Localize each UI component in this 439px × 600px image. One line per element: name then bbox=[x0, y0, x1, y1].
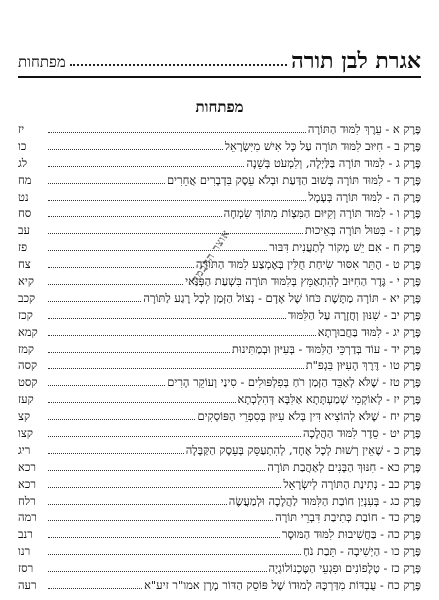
dot-leader bbox=[48, 571, 267, 572]
dot-leader bbox=[48, 385, 165, 386]
toc-entry-page: לג bbox=[18, 155, 28, 170]
toc-entry-page: רנו bbox=[18, 544, 31, 559]
toc-entry-title: פֶּרֶק ט - הֶתֵּר אִסּוּר שִׂיחַת חֻלִּין בְּאֶמְצַע לִמּוּד הַתּוֹרָה bbox=[195, 257, 421, 272]
table-of-contents bbox=[18, 122, 421, 595]
dot-leader bbox=[48, 149, 223, 150]
toc-entry-page: קיא bbox=[18, 274, 34, 289]
toc-entry bbox=[18, 257, 421, 274]
dot-leader bbox=[48, 301, 141, 302]
toc-entry-title: פֶּרֶק יט - סֵדֶר לִמּוּד הַהֲלָכָה bbox=[302, 426, 421, 441]
toc-entry-page: צח bbox=[18, 257, 31, 272]
toc-entry-page: קכז bbox=[18, 307, 33, 322]
toc-entry bbox=[18, 342, 421, 359]
toc-entry bbox=[18, 190, 421, 207]
dot-leader bbox=[48, 537, 280, 538]
dot-leader bbox=[48, 554, 301, 555]
toc-entry-page: קצו bbox=[18, 426, 33, 441]
toc-entry-page: נט bbox=[18, 189, 29, 204]
toc-entry-title: פֶּרֶק כא - חִנּוּךְ הַבָּנִים לְאַהֲבַת תּוֹרָה bbox=[267, 459, 421, 474]
toc-entry-title: פֶּרֶק כז - טֶלֶפוֹנִים וּפִגְעֵי הַטֶּכְנוֹלוֹגְיָה bbox=[268, 561, 421, 576]
toc-entry-page: פז bbox=[18, 240, 28, 255]
toc-entry bbox=[18, 494, 421, 511]
toc-entry-title: פֶּרֶק יד - עוֹד בְּדַרְכֵּי הַלִּמּוּד - בְּעִיּוּן וּבְמַתִּינוּת bbox=[231, 341, 421, 356]
dot-leader bbox=[48, 368, 304, 369]
toc-entry bbox=[18, 510, 421, 527]
toc-entry-page: קמא bbox=[18, 324, 38, 339]
dot-leader bbox=[48, 487, 281, 488]
toc-entry-title: פֶּרֶק כה - בַּחֲשִׁיבוּת לִמּוּד הַמּוּסָר bbox=[281, 527, 421, 542]
toc-entry-title: פֶּרֶק יז - לְאוֹקְמֵי שְׁמַעְתָּתָא אַלִּבָּא דְּהִלְכְתָא bbox=[237, 392, 421, 407]
toc-entry-title: פֶּרֶק כד - חוֹבַת כְּתִיבַת דִּבְרֵי תּוֹרָה bbox=[275, 510, 421, 525]
toc-entry-title: פֶּרֶק טז - שֶׁלֹּא לְאַבֵּד הַזְּמַן רֹחַ בְּפִלְפּוּלִים - סִינַי וְעוֹקֵר הָרִים bbox=[167, 375, 421, 390]
toc-entry bbox=[18, 139, 421, 156]
dot-leader bbox=[48, 352, 230, 353]
library-watermark-stamp: אוצר החכמה bbox=[188, 227, 233, 286]
toc-entry-title: פֶּרֶק כג - בְּעִנְיַן חוֹבַת הַלִּמּוּד לַהֲלָכָה וּלְמַעֲשֶׂה bbox=[228, 493, 421, 508]
toc-entry bbox=[18, 206, 421, 223]
toc-entry-page: קעז bbox=[18, 392, 34, 407]
toc-entry bbox=[18, 561, 421, 578]
dot-leader bbox=[48, 132, 306, 133]
toc-entry-title: פֶּרֶק ג - לִמּוּד תּוֹרָה בַּלַּיְלָה, וְלִמְעֹט בְּשֵׁנָה bbox=[246, 155, 421, 170]
toc-entry bbox=[18, 173, 421, 190]
toc-entry-page: קכב bbox=[18, 290, 36, 305]
toc-entry-title: פֶּרֶק א - עֵרֶךְ לִמּוּד הַתּוֹרָה bbox=[307, 122, 421, 136]
dot-leader bbox=[48, 183, 165, 184]
toc-entry-page: ריג bbox=[18, 442, 31, 457]
toc-entry bbox=[18, 460, 421, 477]
toc-entry bbox=[18, 156, 421, 173]
toc-entry-page: עב bbox=[18, 223, 30, 238]
dot-leader bbox=[48, 470, 265, 471]
toc-entry-page: יז bbox=[18, 122, 25, 136]
dot-leader bbox=[48, 402, 236, 403]
toc-entry-title: פֶּרֶק ב - חִיּוּב לִמּוּד תּוֹרָה עַל כָּל אִישׁ מִיִּשְׂרָאֵל bbox=[224, 138, 421, 153]
toc-entry bbox=[18, 426, 421, 443]
toc-entry-page: רנב bbox=[18, 527, 33, 542]
toc-entry bbox=[18, 578, 421, 595]
toc-entry bbox=[18, 291, 421, 308]
dot-leader bbox=[48, 520, 273, 521]
toc-entry bbox=[18, 527, 421, 544]
toc-entry bbox=[18, 375, 421, 392]
toc-entry-page: רכא bbox=[18, 459, 36, 474]
toc-entry bbox=[18, 325, 421, 342]
toc-entry-page: רסז bbox=[18, 561, 34, 576]
toc-entry-title: פֶּרֶק כב - נְתִינַת הַתּוֹרָה לְיִשְׂרָאֵל bbox=[283, 476, 421, 491]
toc-entry bbox=[18, 544, 421, 561]
toc-entry-title: פֶּרֶק ה - לִמּוּד תּוֹרָה בְּעָמָל bbox=[308, 189, 421, 204]
toc-entry-page: קסה bbox=[18, 358, 38, 373]
toc-entry bbox=[18, 358, 421, 375]
dot-leader bbox=[48, 419, 195, 420]
dot-leader bbox=[48, 200, 306, 201]
toc-entry bbox=[18, 443, 421, 460]
toc-entry-title: פֶּרֶק ו - לִמּוּד תּוֹרָה וְקִיּוּם הַמִּצְוֹת מִתּוֹךְ שִׂמְחָה bbox=[223, 206, 421, 221]
toc-entry-page: רלח bbox=[18, 493, 36, 508]
toc-entry-title: פֶּרֶק ז - בִּטּוּל תּוֹרָה בְּאֵיכוּת bbox=[304, 223, 421, 238]
toc-entry-title: פֶּרֶק יב - שִׁנּוּן וְחֲזָרָה עַל הַלִּמּוּד bbox=[287, 307, 421, 322]
toc-entry-title: פֶּרֶק ד - לִמּוּד תּוֹרָה בְּשׁוּב הַדַּעַת וּבְלֹא עֵסֶק בִּדְבָרִים אֲחֵרִים bbox=[166, 172, 421, 187]
dot-leader bbox=[48, 166, 244, 167]
toc-entry-page: קסט bbox=[18, 375, 38, 390]
dot-leader bbox=[48, 436, 301, 437]
toc-entry-page: מח bbox=[18, 172, 32, 187]
dot-leader bbox=[48, 335, 316, 336]
dot-leader bbox=[48, 588, 142, 589]
toc-entry bbox=[18, 122, 421, 139]
toc-heading: מפתחות bbox=[195, 98, 244, 116]
toc-entry-page: רכא bbox=[18, 476, 36, 491]
toc-entry bbox=[18, 392, 421, 409]
dot-leader bbox=[48, 504, 227, 505]
dot-leader bbox=[48, 318, 286, 319]
toc-entry bbox=[18, 308, 421, 325]
dot-leader bbox=[48, 216, 222, 217]
toc-entry bbox=[18, 409, 421, 426]
toc-entry-title: פֶּרֶק ח - אִם יֵשׁ מָקוֹר לְתַעֲנִית דִּבּוּר bbox=[269, 240, 421, 255]
running-head bbox=[18, 22, 421, 72]
dot-leader bbox=[48, 267, 194, 268]
toc-entry-page: רעה bbox=[18, 578, 37, 593]
toc-entry-page: קמז bbox=[18, 341, 35, 356]
dot-leader bbox=[48, 284, 183, 285]
toc-entry-page: קצ bbox=[18, 409, 31, 424]
toc-entry-page: רמה bbox=[18, 510, 37, 525]
toc-entry-page: סח bbox=[18, 206, 32, 221]
toc-entry-page: כו bbox=[18, 138, 27, 153]
section-name: מפתחות bbox=[18, 53, 66, 71]
toc-entry-title: פֶּרֶק כח - עֻבְדּוֹת מִדַּרְכָּהּ לְמוּדוֹ שֶׁל פּוֹסֵק הַדּוֹר מָרָן אמו"ר זיע"א bbox=[144, 578, 421, 593]
toc-entry bbox=[18, 477, 421, 494]
toc-entry-title: פֶּרֶק טו - דֶּרֶךְ הָעִיּוּן בִּגְפ"ת bbox=[305, 358, 421, 373]
dot-leader bbox=[48, 233, 303, 234]
dot-leader bbox=[48, 250, 267, 251]
toc-entry bbox=[18, 274, 421, 291]
running-head-leader bbox=[70, 64, 287, 66]
dot-leader bbox=[48, 453, 184, 454]
toc-entry-title: פֶּרֶק יח - שֶׁלֹּא לְהוֹצִיא דִּין בְּלֹא עִיּוּן בְּסִפְרֵי הַפּוֹסְקִים bbox=[197, 409, 421, 424]
toc-entry-title: פֶּרֶק י - גֶּדֶר הַחִיּוּב לְהִתְאַמֵּץ בְּלִמּוּד תּוֹרָה בִּשְׁעַת הַפְּנַאי bbox=[185, 274, 421, 289]
toc-entry-title: פֶּרֶק יג - לִמּוּד בַּחֲבוּרָתָא bbox=[317, 324, 421, 339]
toc-entry-title: פֶּרֶק יא - תּוֹרָה מַתֶּשֶׁת כֹּחוֹ שֶׁל אָדָם - נְצוֹל הַזְּמַן לְכָל רֶגַע לַתּוֹרָה bbox=[143, 290, 421, 305]
toc-entry-title: פֶּרֶק כ - שֶׁאֵין רְשׁוּת לְכָל אֶחָד, לְהִתְעַסֵּק בְּעֵסֶק הַקַּבָּלָה bbox=[185, 442, 421, 457]
toc-entry-title: פֶּרֶק כו - הַיְשִׁיבָה - תֵּבַת נֹחַ bbox=[302, 544, 421, 559]
header-rule bbox=[18, 76, 421, 78]
book-title: אגרת לבן תורה bbox=[291, 48, 421, 74]
